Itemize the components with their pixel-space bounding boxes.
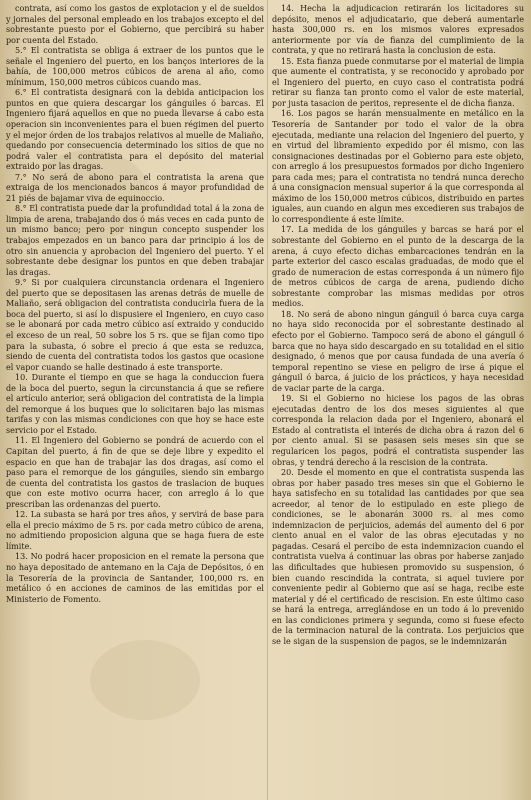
paragraph: 7.° No será de abono para el contratista la arena que extraiga de los mencionados bancos á mayor profundidad de 21 piés de bajamar viva de equinoccio. (6, 172, 264, 203)
paragraph: 13. No podrá hacer proposicion en el remate la persona que no haya depositado de antemano en la Caja de Depósitos, ó en la Tesorería de la provincia de Santander, 100,000 rs. en metálico ó en acciones de caminos de las emitidas por el Ministerio de Fomento. (6, 552, 264, 604)
column-divider (267, 0, 268, 800)
left-column (6, 4, 264, 796)
paragraph: 11. El Ingeniero del Gobierno se pondrá de acuerdo con el Capitan del puerto, á fin de que se deje libre y expedito el espacio en que han de trabajar las dos dragas, así como el paso para el remorque de los gánguiles, siendo sin embargo de cuenta del contratista los gastos de traslacion de buques que con este motivo ocurra hacer, con arreglo á lo que prescriban las ordenanzas del puerto. (6, 436, 264, 509)
paragraph: 18. No será de abono ningun gánguil ó barca cuya carga no haya sido reconocida por el sobrestante destinado al efecto por el Gobierno. Tampoco será de abono el gánguil ó barca que no haya sido descargado en su totalidad en el sitio designado, ó menos que por causa fundada de una avería ó temporal repentino se viese en peligro de irse á pique el gánguil ó barca, á juicio de los prácticos, y haya necesidad de vaciar parte de la carga. (272, 309, 524, 393)
paragraph: 10. Durante el tiempo en que se haga la conduccion fuera de la boca del puerto, segun la circunstancia á que se refiere el artículo anterior, será obligacion del contratista de la limpia del remorque á los buques que lo solicitaren bajo las mismas tarifas y con las mismas condiciones con que hoy se hace este servicio por el Estado. (6, 373, 264, 435)
paragraph: 15. Esta fianza puede conmutarse por el material de limpia que aumente el contratista, y se reconocido y aprobado por el Ingeniero del puerto, en cuyo caso el contratista podrá retirar su fianza tan pronto como el valor de este material, por justa tasacion de peritos, represente el de dicha fianza. (272, 56, 524, 108)
right-column (272, 4, 524, 796)
paragraph: contrata, así como los gastos de explotacion y el de sueldos y jornales del personal empleado en los trabajos excepto el del sobrestante puesto por el Gobierno, que percibirá su haber por cuenta del Estado. (6, 4, 264, 45)
paragraph: 6.° El contratista designará con la debida anticipacion los puntos en que quiera descargar los gánguiles ó barcas. El Ingeniero fijará aquellos en que no pueda llevarse á cabo esta operacion sin inconvenientes para el buen régimen del puerto y el mejor órden de los trabajos relativos al muelle de Maliaño, quedando por consecuencia determinado los sitios de que no podrá valer el contratista para el depósito del material extraido por las dragas. (6, 88, 264, 172)
paragraph: 14. Hecha la adjudicacion retirarán los licitadores su depósito, menos el adjudicatario, que deberá aumentarle hasta 300,000 rs. en los mismos valores expresados anteriormente por vía de fianza del cumplimiento de la contrata, y que no retirará hasta la conclusion de esta. (272, 4, 524, 56)
paragraph: 17. La medida de los gánguiles y barcas se hará por el sobrestante del Gobierno en el punto de la descarga de la arena, á cuyo efecto dichas embarcaciones tendrán en la parte exterior del casco escalas graduadas, de modo que el grado de numeracion de estas corresponda á un número fijo de metros cúbicos de carga de arena, pudiendo dicho sobrestante comprobar las mismas medidas por otros medios. (272, 225, 524, 309)
paragraph: 19. Si el Gobierno no hiciese los pagos de las obras ejecutadas dentro de los dos meses siguientes al que corresponda la relacion dada por el Ingeniero, abonará el Estado al contratista el interés de dicha obra á razon del 6 por ciento anual. Si se pasasen seis meses sin que se regularicen los pagos, podrá el contratista suspender las obras, y tendrá derecho á la rescision de la contrata. (272, 394, 524, 467)
paragraph: 12. La subasta se hará por tres años, y servirá de base para ella el precio máximo de 5 rs. por cada metro cúbico de arena, no admitiendo proposicion alguna que se haga fuera de este límite. (6, 510, 264, 551)
paragraph: 20. Desde el momento en que el contratista suspenda las obras por haber pasado tres meses sin que el Gobierno le haya satisfecho en su totalidad las cantidades por que sea acreedor, al tenor de lo estipulado en este pliego de condiciones, se le abonarán 3000 rs. al mes como indemnizacion de perjuicios, además del aumento del 6 por ciento anual en el valor de las obras ejecutadas y no pagadas. Cesará el percibo de esta indemnizacion cuando el contratista vuelva á continuar las obras por haberse zanjado las dificultades que hubiesen promovido su suspension, ó bien cuando rescindida la contrata, si aquel tuviere por conveniente pedir al Gobierno que así se haga, recibe este material y dé el certificado de rescision. En este último caso se hará la entrega, arreglándose en un todo á lo prevenido en las condiciones primera y segunda, como si fuese efecto de la terminacion natural de la contrata. Los perjuicios que se le sigan de la suspension de pagos, se le indemnizarán (272, 468, 524, 646)
paragraph: 16. Los pagos se harán mensualmente en metálico en la Tesorería de Santander por todo el valor de la obra ejecutada, mediante una relacion del Ingeniero del puerto, y en virtud del libramiento expedido por él mismo, con las consignaciones destinadas por el Gobierno para este objeto, con arreglo á los presupuestos formados por dicho Ingeniero para cada mes; para el contratista no tendrá nunca derecho á una consignacion mensual superior á la que corresponda al máximo de los 150,000 metros cúbicos, distribuido en partes iguales, aun cuando en algun mes excedieren sus trabajos de lo correspondiente á este límite. (272, 109, 524, 224)
paragraph: 5.° El contratista se obliga á extraer de los puntos que le señale el Ingeniero del puerto, en los banços interiores de la bahía, de 100,000 metros cúbicos de arena al año, como mínimum, 150,000 metros cúbicos cuando mas. (6, 46, 264, 87)
paragraph: 8.° El contratista puede dar la profundidad total á la zona de limpia de arena, trabajando dos ó más veces en cada punto de un mismo banco; pero por ningun concepto suspender los trabajos empezados en un banco para dar principio á los de otro sin anuencia y aprobacion del Ingeniero del puerto. Y el sobrestante debe designar los puntos en que deben trabajar las dragas. (6, 204, 264, 277)
paragraph: 9.° Si por cualquiera circunstancia ordenara el Ingeniero del puerto que se depositasen las arenas detrás de muelle de Maliaño, será obligacion del contratista conducirla fuera de la boca del puerto, si así lo dispusiere el Ingeniero, en cuyo caso se le abonará por cada metro cúbico así extraido y conducido el exceso de un real, 50 sobre los 5 rs. que se fijan como tipo para la subasta, ó sobre el precio á que esta se reduzca, siendo de cuenta del contratista todos los gastos que ocasione el vapor cuando se halle destinado á este transporte. (6, 278, 264, 372)
